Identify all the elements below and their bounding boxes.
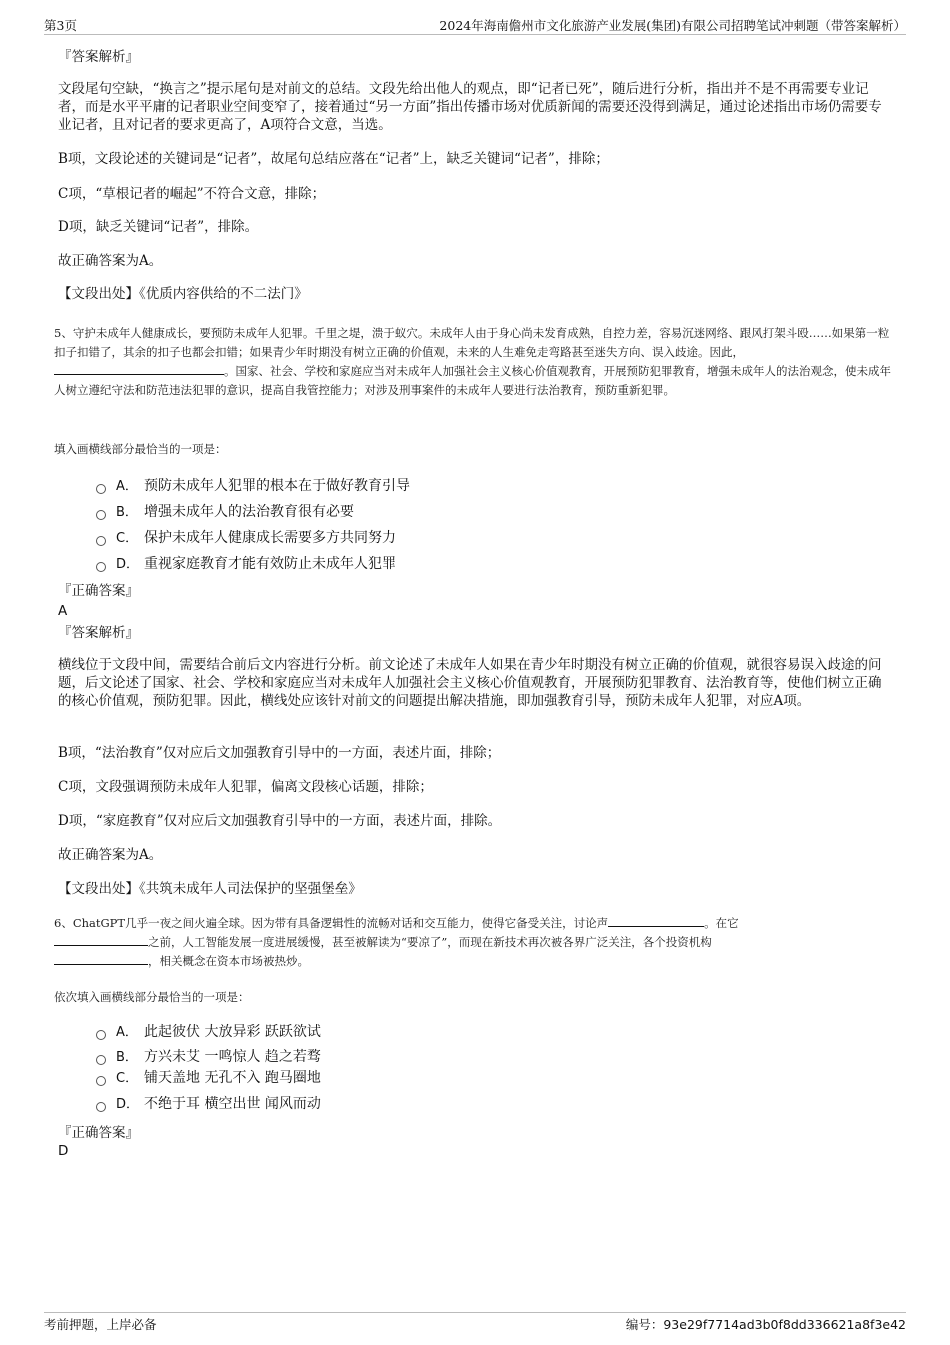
page-header <box>44 14 906 35</box>
q5-conclusion: 故正确答案为A。 <box>58 847 163 863</box>
q5-option-c[interactable]: C． 保护未成年人健康成长需要多方共同努力 <box>96 528 396 548</box>
radio-icon[interactable] <box>96 484 106 494</box>
q6-option-b[interactable]: B． 方兴未艾 一鸣惊人 趋之若骛 <box>96 1047 321 1067</box>
prev-option-d-note: D项，缺乏关键词“记者”，排除。 <box>58 219 259 235</box>
prev-source: 【文段出处】《优质内容供给的不二法门》 <box>58 286 308 302</box>
q5-analysis-text: 横线位于文段中间，需要结合前后文内容进行分析。前文论述了未成年人如果在青少年时期没有树立正确的价值观，就很容易误入歧途的问题，后文论述了国家、社会、学校和家庭应当对未成年人加强社会主义核心价值观教育，开展预防犯罪教育、法治教育等，使他们树立正确的核心价值观，预防犯罪。因此，横线处应该针对前文的问题提出解决措施，即加强教育引导，预防未成年人犯罪，对应A项。 <box>58 657 882 709</box>
q5-option-b-note: B项，“法治教育”仅对应后文加强教育引导中的一方面，表述片面，排除； <box>58 745 501 761</box>
prev-analysis-text: 文段尾句空缺，“换言之”提示尾句是对前文的总结。文段先给出他人的观点，即“记者已死”，随后进行分析，指出并不是不再需要专业记者，而是水平平庸的记者职业空间变窄了，接着通过“另一方面”指出传播市场对优质新闻的需要还没得到满足，通过论述指出市场仍需要专业记者，且对记者的要求更高了，A项符合文意，当选。 <box>58 81 882 133</box>
prev-conclusion: 故正确答案为A。 <box>58 253 163 269</box>
prev-option-b-note: B项，文段论述的关键词是“记者”，故尾句总结应落在“记者”上，缺乏关键词“记者”，排除； <box>58 151 609 167</box>
q5-source: 【文段出处】《共筑未成年人司法保护的坚强堡垒》 <box>58 881 362 897</box>
q6-stem: 6、ChatGPT几乎一夜之间火遍全球。因为带有具备逻辑性的流畅对话和交互能力，使得它备受关注，讨论声 。在它 之前，人工智能发展一度进展缓慢，甚至被解读为“要凉了”，而现在新技术再次被各界广泛关注，各个投资机构 ，相关概念在资本市场被热炒。 <box>54 916 739 968</box>
q6-blank-2 <box>54 933 148 946</box>
radio-icon[interactable] <box>96 510 106 520</box>
document-code: 编号：93e29f7714ad3b0f8dd336621a8f3e42 <box>625 1317 906 1332</box>
radio-icon[interactable] <box>96 1055 106 1065</box>
q5-answer: A <box>58 603 68 619</box>
document-title: 2024年海南儋州市文化旅游产业发展(集团)有限公司招聘笔试冲刺题（带答案解析） <box>439 18 906 33</box>
prev-analysis-label: 『答案解析』 <box>58 49 139 65</box>
radio-icon[interactable] <box>96 1076 106 1086</box>
q5-option-a[interactable]: A． 预防未成年人犯罪的根本在于做好教育引导 <box>96 476 410 496</box>
q5-option-d[interactable]: D． 重视家庭教育才能有效防止未成年人犯罪 <box>96 554 396 574</box>
page-footer <box>44 1312 906 1332</box>
q5-prompt: 填入画横线部分最恰当的一项是： <box>54 442 227 456</box>
q6-blank-1 <box>608 914 704 927</box>
prev-option-c-note: C项，“草根记者的崛起”不符合文意，排除； <box>58 186 326 202</box>
q6-option-a[interactable]: A． 此起彼伏 大放异彩 跃跃欲试 <box>96 1022 321 1042</box>
q6-prompt: 依次填入画横线部分最恰当的一项是： <box>54 990 250 1004</box>
page-number: 第3页 <box>44 18 77 33</box>
q5-option-d-note: D项，“家庭教育”仅对应后文加强教育引导中的一方面，表述片面，排除。 <box>58 813 502 829</box>
q6-blank-3 <box>54 952 148 965</box>
q5-blank <box>54 362 224 375</box>
q5-option-b[interactable]: B． 增强未成年人的法治教育很有必要 <box>96 502 354 522</box>
q6-answer-label: 『正确答案』 <box>58 1125 139 1141</box>
q6-option-d[interactable]: D． 不绝于耳 横空出世 闻风而动 <box>96 1094 321 1114</box>
q5-stem: 5、守护未成年人健康成长，要预防未成年人犯罪。千里之堤，溃于蚁穴。未成年人由于身心尚未发育成熟，自控力差，容易沉迷网络、跟风打架斗殴……如果第一粒扣子扣错了，其余的扣子也都会扣错；如果青少年时期没有树立正确的价值观，未来的人生难免走弯路甚至迷失方向、误入歧途。因此，。国家、社会、学校和家庭应当对未成年人加强社会主义核心价值观教育，开展预防犯罪教育，增强未成年人的法治观念，使未成年人树立遵纪守法和防范违法犯罪的意识，提高自我管控能力；对涉及刑事案件的未成年人要进行法治教育，预防重新犯罪。 <box>54 326 891 397</box>
radio-icon[interactable] <box>96 1030 106 1040</box>
q5-option-c-note: C项，文段强调预防未成年人犯罪，偏离文段核心话题，排除； <box>58 779 433 795</box>
q6-option-c[interactable]: C． 铺天盖地 无孔不入 跑马圈地 <box>96 1068 321 1088</box>
q6-answer: D <box>58 1143 69 1159</box>
radio-icon[interactable] <box>96 536 106 546</box>
q5-answer-label: 『正确答案』 <box>58 583 139 599</box>
footer-slogan: 考前押题，上岸必备 <box>44 1317 157 1332</box>
radio-icon[interactable] <box>96 562 106 572</box>
q5-analysis-label: 『答案解析』 <box>58 625 139 641</box>
radio-icon[interactable] <box>96 1102 106 1112</box>
